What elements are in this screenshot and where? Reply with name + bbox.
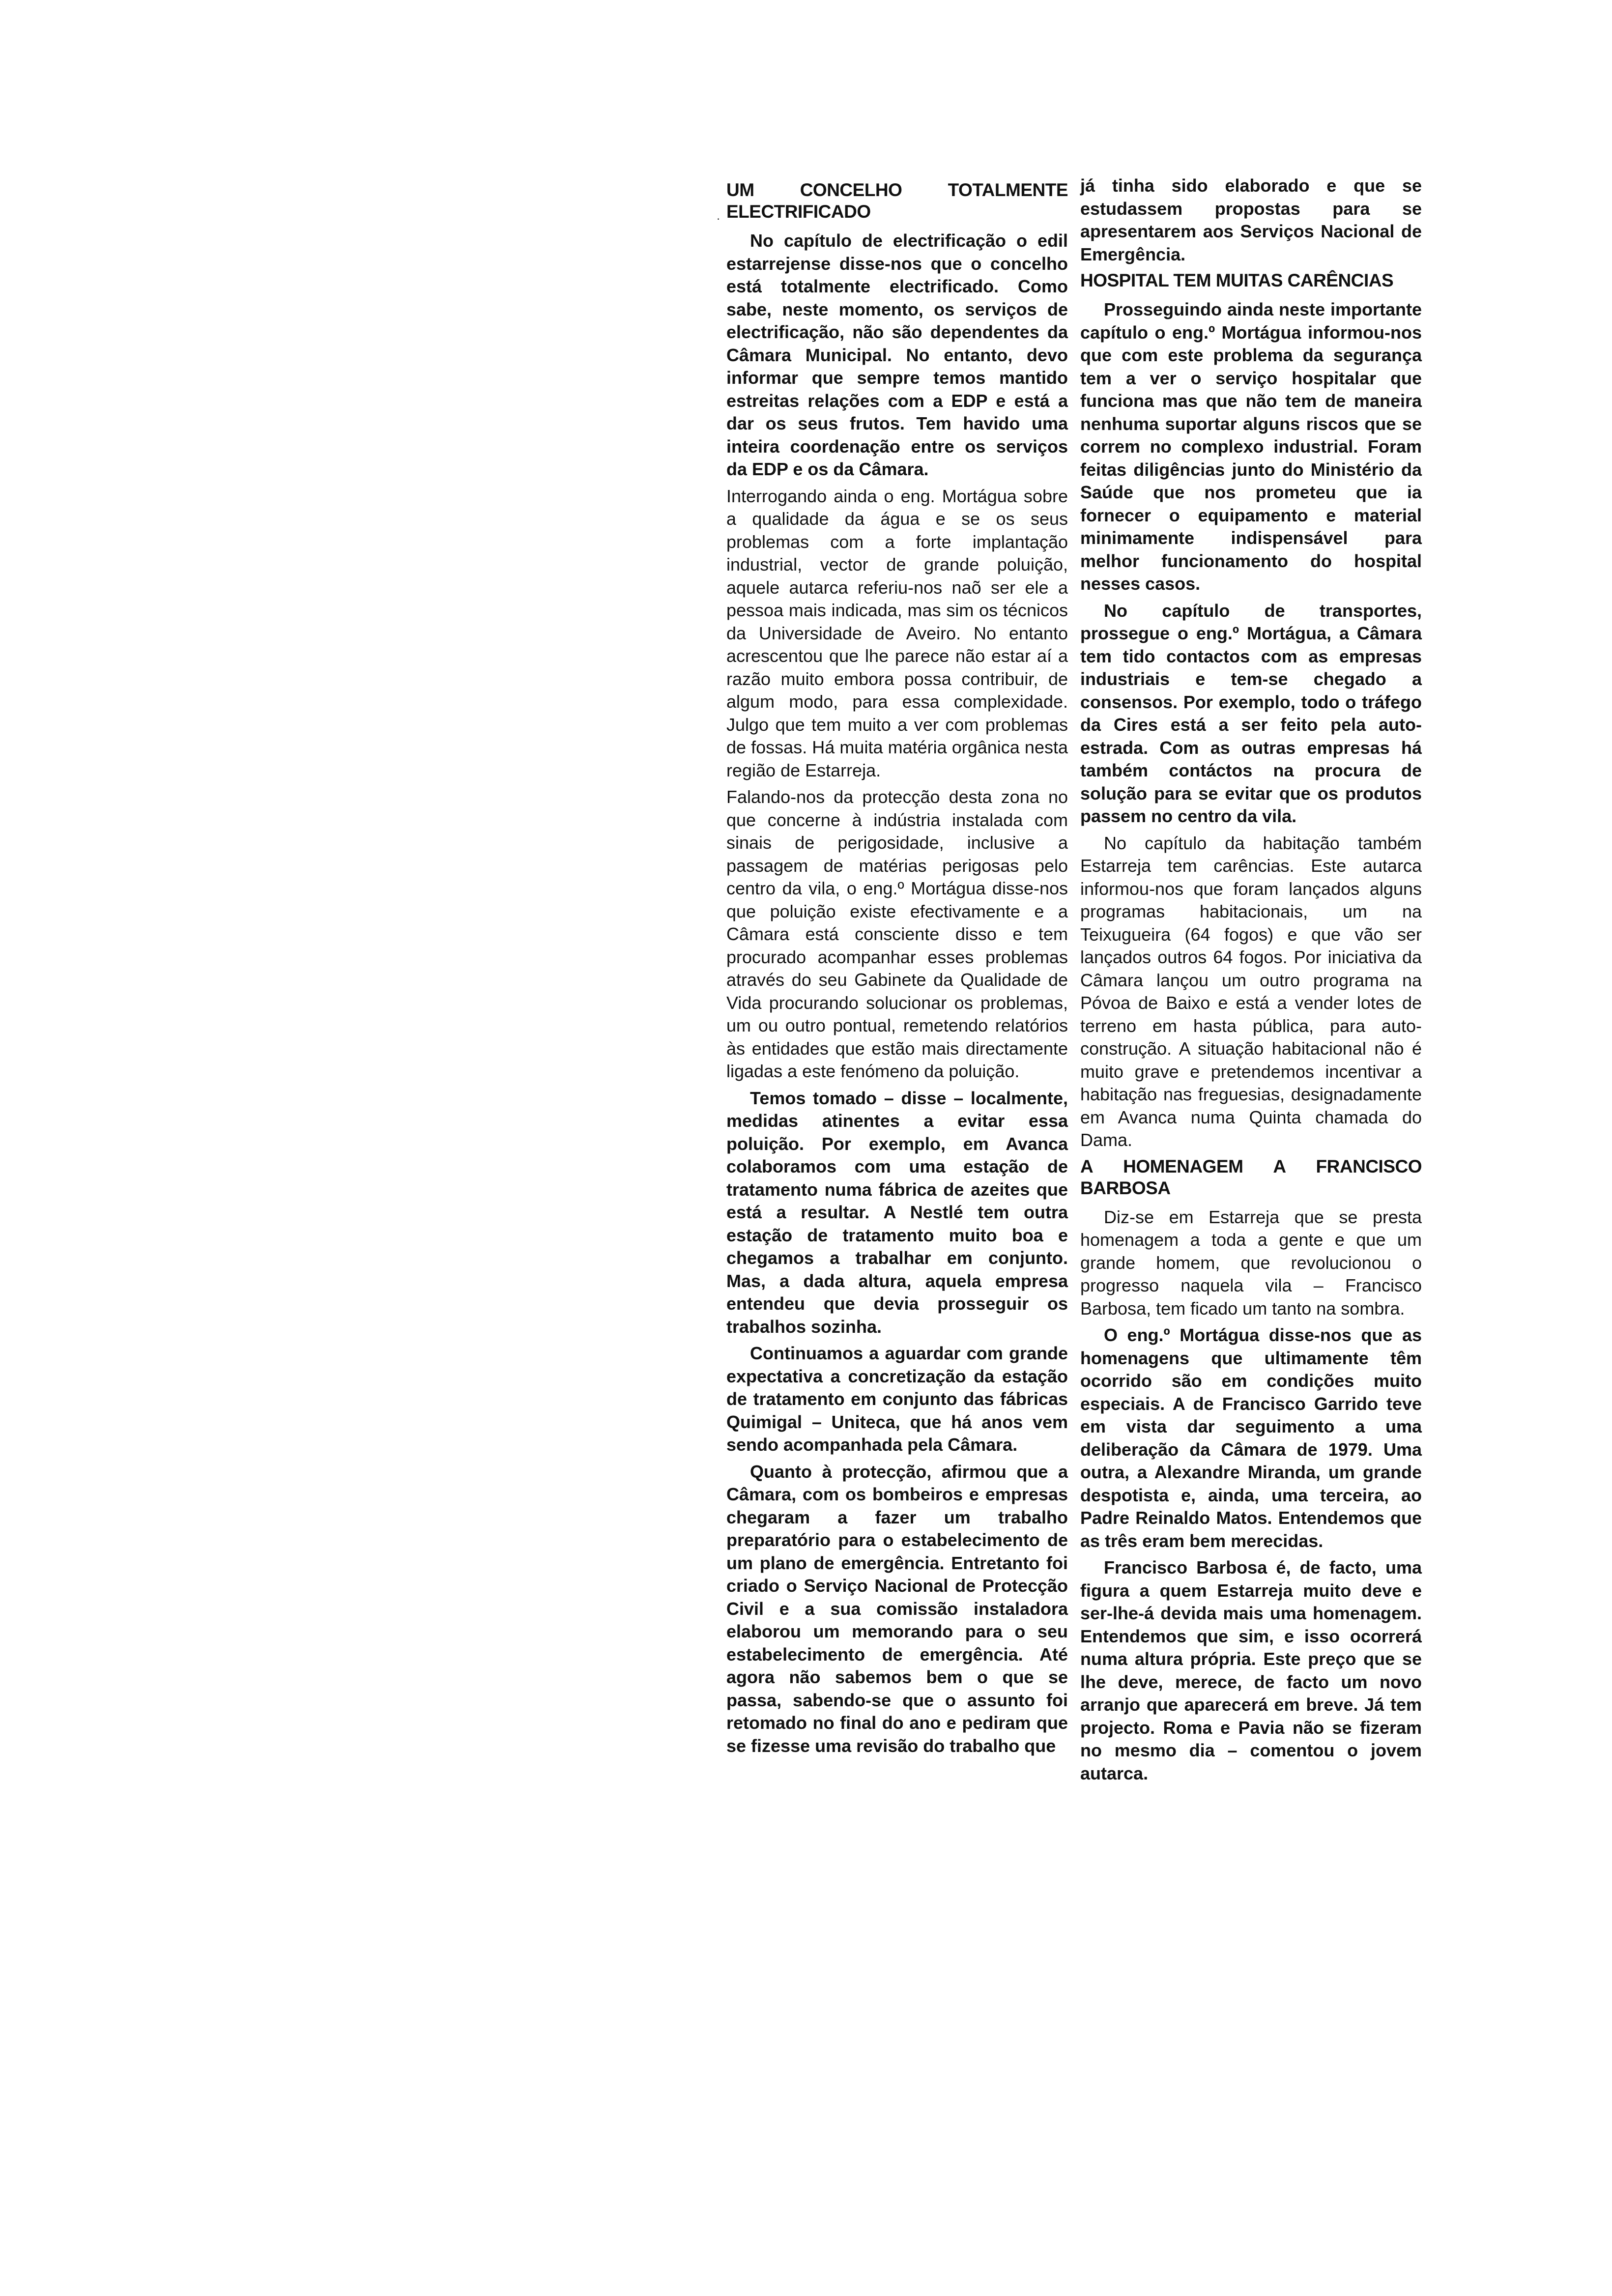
margin-mark: ˙	[717, 216, 721, 232]
paragraph: Temos tomado – disse – localmente, medidas atinentes a evitar essa poluição. Por exemplo, em Avanca colaboramos com uma estação de tratamento numa fábrica de azeites que está a resultar. A Nestlé tem outra estação de tratamento muito boa e chegamos a trabalhar em conjunto. Mas, a dada altura, aquela empresa entendeu que devia prosseguir os trabalhos sozinha.	[726, 1088, 1068, 1337]
article-column-left	[726, 179, 1068, 1761]
paragraph: Falando-nos da protecção desta zona no que concerne à indústria instalada com sinais de perigosidade, inclusive a passagem de matérias perigosas pelo centro da vila, o eng.º Mortágua disse-nos que poluição existe efectivamente e a Câmara está consciente disso e tem procurado acompanhar esses problemas através do seu Gabinete da Qualidade de Vida procurando solucionar os problemas, um ou outro pontual, remetendo relatórios às entidades que estão mais directamente ligadas a este fenómeno da poluição.	[726, 787, 1068, 1081]
paragraph: Interrogando ainda o eng. Mortágua sobre a qualidade da água e se os seus problemas com a forte implantação industrial, vector de grande poluição, aquele autarca referiu-nos naõ ser ele a pessoa mais indicada, mas sim os técnicos da Universidade de Aveiro. No entanto acrescentou que lhe parece não estar aí a razão muito embora possa contribuir, de algum modo, para essa complexidade. Julgo que tem muito a ver com problemas de fossas. Há muita matéria orgânica nesta região de Estarreja.	[726, 486, 1068, 780]
paragraph: Continuamos a aguardar com grande expectativa a concretização da estação de tratamento em conjunto das fábricas Quimigal – Uniteca, que há anos vem sendo acompanhada pela Câmara.	[726, 1343, 1068, 1455]
paragraph: Quanto à protecção, afirmou que a Câmara, com os bombeiros e empresas chegaram a fazer um trabalho preparatório para o estabelecimento de um plano de emergência. Entretanto foi criado o Serviço Nacional de Protecção Civil e a sua comissão instaladora elaborou um memorando para o seu estabelecimento de emergência. Até agora não sabemos bem o que se passa, sabendo-se que o assunto foi retomado no final do ano e pediram que se fizesse uma revisão do trabalho que	[726, 1461, 1068, 1756]
paragraph: já tinha sido elaborado e que se estudassem propostas para se apresentarem aos Serviços Nacional de Emergência.	[1080, 175, 1422, 264]
paragraph: Diz-se em Estarreja que se presta homenagem a toda a gente e que um grande homem, que revolucionou o progresso naquela vila – Francisco Barbosa, tem ficado um tanto na sombra.	[1080, 1206, 1422, 1319]
paragraph: No capítulo da habitação também Estarreja tem carências. Este autarca informou-nos que foram lançados alguns programas habitacionais, um na Teixugueira (64 fogos) e que vão ser lançados outros 64 fogos. Por iniciativa da Câmara lançou um outro programa na Póvoa de Baixo e está a vender lotes de terreno em hasta pública, para auto-construção. A situação habitacional não é muito grave e pretendemos incentivar a habitação nas freguesias, designadamente em Avanca numa Quinta chamada do Dama.	[1080, 832, 1422, 1150]
section-heading: HOSPITAL TEM MUITAS CARÊNCIAS	[1080, 270, 1394, 290]
section-heading: UM CONCELHO TOTALMENTE ELECTRIFICADO	[726, 180, 1068, 222]
paragraph: No capítulo de electrificação o edil estarrejense disse-nos que o concelho está totalmente electrificado. Como sabe, neste momento, os serviços de electrificação, não são dependentes da Câmara Municipal. No entanto, devo informar que sempre temos mantido estreitas relações com a EDP e está a dar os seus frutos. Tem havido uma inteira coordenação entre os serviços da EDP e os da Câmara.	[726, 230, 1068, 479]
paragraph: No capítulo de transportes, prossegue o eng.º Mortágua, a Câmara tem tido contactos com as empresas industriais e tem-se chegado a consensos. Por exemplo, todo o tráfego da Cires está a ser feito pela auto-estrada. Com as outras empresas há também contáctos na procura de solução para se evitar que os produtos passem no centro da vila.	[1080, 600, 1422, 826]
paragraph: Francisco Barbosa é, de facto, uma figura a quem Estarreja muito deve e ser-lhe-á devida mais uma homenagem. Entendemos que sim, e isso ocorrerá numa altura própria. Este preço que se lhe deve, merece, de facto um novo arranjo que aparecerá em breve. Já tem projecto. Roma e Pavia não se fizeram no mesmo dia – comentou o jovem autarca.	[1080, 1557, 1422, 1783]
paragraph: O eng.º Mortágua disse-nos que as homenagens que ultimamente têm ocorrido são em condições muito especiais. A de Francisco Garrido teve em vista dar seguimento a uma deliberação da Câmara de 1979. Uma outra, a Alexandre Miranda, um grande despotista e, ainda, uma terceira, ao Padre Reinaldo Matos. Entendemos que as três eram bem merecidas.	[1080, 1325, 1422, 1551]
paragraph: Prosseguindo ainda neste importante capítulo o eng.º Mortágua informou-nos que com este problema da segurança tem a ver o serviço hospitalar que funciona mas que não tem de maneira nenhuma suportar alguns riscos que se correm no complexo industrial. Foram feitas diligências junto do Ministério da Saúde que nos prometeu que ia fornecer o equipamento e material minimamente indispensável para melhor funcionamento do hospital nesses casos.	[1080, 299, 1422, 594]
section-heading: A HOMENAGEM A FRANCISCO BARBOSA	[1080, 1156, 1422, 1198]
article-column-right	[1080, 174, 1422, 1789]
